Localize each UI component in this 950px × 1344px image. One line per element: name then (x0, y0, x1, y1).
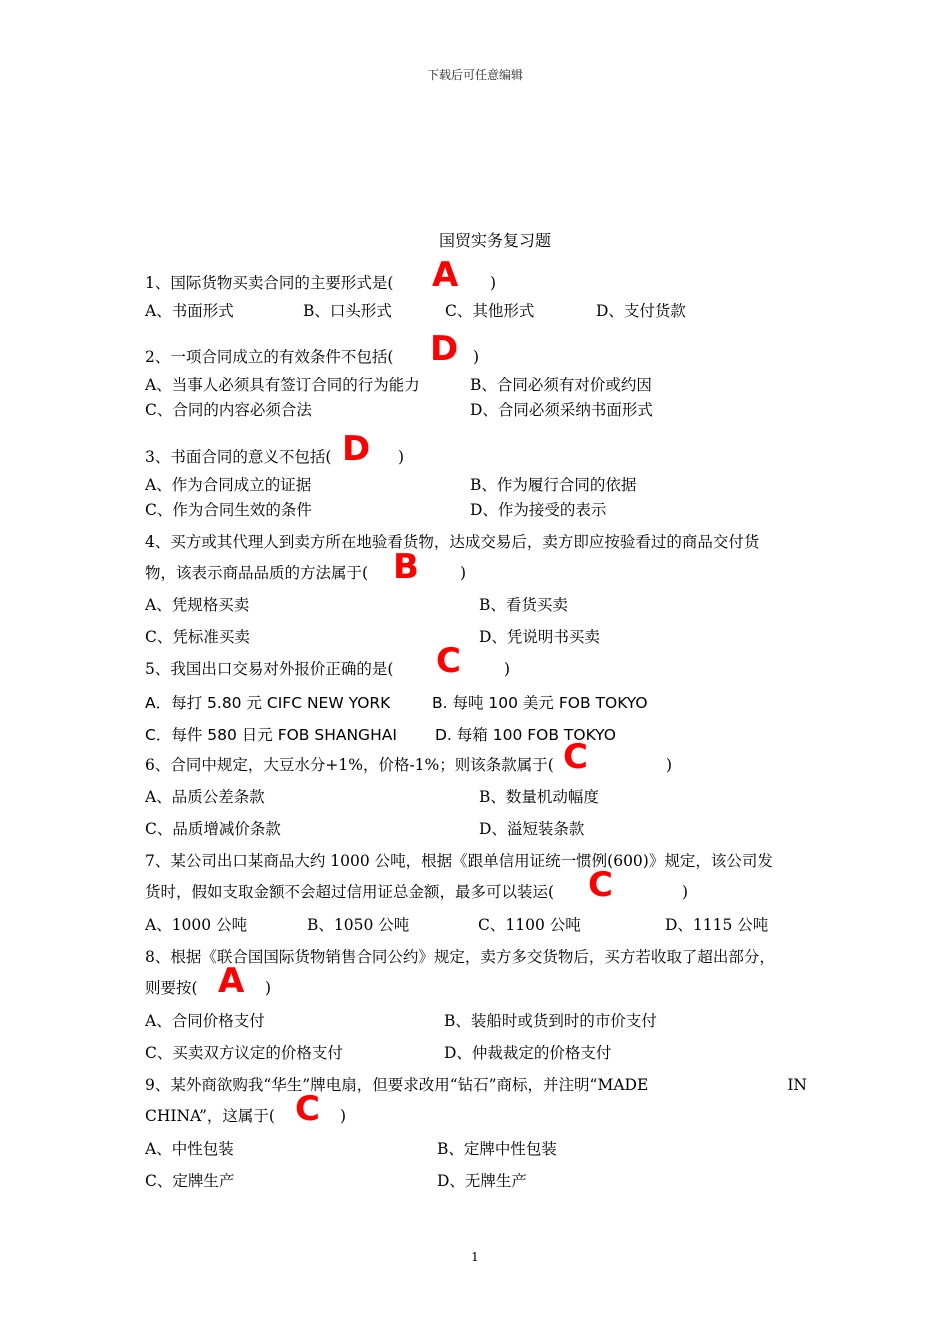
page-header: 下载后可任意编辑 (426, 68, 523, 82)
q1-stem: 1、国际货物买卖合同的主要形式是( (145, 274, 394, 292)
q4-answer: B (393, 547, 419, 587)
q7-option-b: B、1050 公吨 (307, 916, 410, 934)
q9-stem-line1-end: IN (787, 1076, 807, 1094)
q8-answer: A (218, 961, 245, 1001)
q1-option-d: D、支付货款 (596, 302, 686, 320)
q6-stem: 6、合同中规定，大豆水分+1%，价格-1%；则该条款属于( (145, 756, 554, 774)
q6-option-c: C、品质增减价条款 (145, 820, 281, 838)
q5-close-paren: ) (504, 660, 511, 678)
q4-option-b: B、看货买卖 (479, 596, 568, 614)
q8-option-a: A、合同价格支付 (145, 1012, 265, 1030)
q9-close-paren: ) (340, 1107, 347, 1125)
q3-option-a: A、作为合同成立的证据 (145, 476, 312, 494)
q9-option-c: C、定牌生产 (145, 1172, 235, 1190)
q5-option-d: D. 每箱 100 FOB TOKYO (435, 726, 617, 744)
q9-answer: C (295, 1089, 320, 1129)
q3-option-b: B、作为履行合同的依据 (470, 476, 637, 494)
q8-option-c: C、买卖双方议定的价格支付 (145, 1044, 343, 1062)
q6-option-b: B、数量机动幅度 (479, 788, 599, 806)
q3-stem: 3、书面合同的意义不包括( (145, 448, 332, 466)
q3-answer: D (342, 429, 371, 469)
page-number: 1 (471, 1250, 479, 1264)
q9-stem-line2: CHINA”，这属于( (145, 1107, 275, 1125)
q7-stem-line2: 货时，假如支取金额不会超过信用证总金额，最多可以装运( (145, 883, 555, 901)
q9-stem-line1-main: 9、某外商欲购我“华生”牌电扇，但要求改用“钻石”商标，并注明“MADE (145, 1076, 649, 1094)
q2-stem: 2、一项合同成立的有效条件不包括( (145, 348, 394, 366)
q5-option-a: A．每打 5.80 元 CIFC NEW YORK (145, 694, 391, 712)
q8-option-b: B、装船时或货到时的市价支付 (444, 1012, 657, 1030)
q7-option-d: D、1115 公吨 (665, 916, 769, 934)
q4-stem-line1: 4、买方或其代理人到卖方所在地验看货物，达成交易后，卖方即应按验看过的商品交付货 (145, 533, 760, 551)
q8-stem-line1: 8、根据《联合国国际货物销售合同公约》规定，卖方多交货物后，买方若收取了超出部分， (145, 948, 775, 966)
q7-option-a: A、1000 公吨 (145, 916, 248, 934)
q7-stem-line1: 7、某公司出口某商品大约 1000 公吨，根据《跟单信用证统一惯例(600)》规定，该公司发 (145, 852, 773, 870)
q9-option-a: A、中性包装 (145, 1140, 234, 1158)
q5-option-c: C．每件 580 日元 FOB SHANGHAI (145, 726, 397, 744)
q3-close-paren: ) (398, 448, 405, 466)
page-title: 国贸实务复习题 (438, 231, 551, 250)
q2-option-a: A、当事人必须具有签订合同的行为能力 (145, 376, 420, 394)
q2-option-b: B、合同必须有对价或约因 (470, 376, 652, 394)
q1-option-c: C、其他形式 (445, 302, 535, 320)
q4-option-d: D、凭说明书买卖 (479, 628, 600, 646)
q5-answer: C (436, 641, 461, 681)
q1-option-b: B、口头形式 (303, 302, 392, 320)
q6-answer: C (563, 737, 588, 777)
q9-option-b: B、定牌中性包装 (437, 1140, 557, 1158)
q6-close-paren: ) (666, 756, 673, 774)
q4-option-a: A、凭规格买卖 (145, 596, 250, 614)
q7-close-paren: ) (682, 883, 689, 901)
q2-close-paren: ) (473, 348, 480, 366)
q7-option-c: C、1100 公吨 (478, 916, 581, 934)
q7-answer: C (588, 865, 613, 905)
q3-option-d: D、作为接受的表示 (470, 501, 607, 519)
q4-close-paren: ) (460, 564, 467, 582)
q2-option-d: D、合同必须采纳书面形式 (470, 401, 653, 419)
q9-stem-line1 (145, 1075, 807, 1095)
q8-close-paren: ) (265, 979, 272, 997)
q1-close-paren: ) (490, 274, 497, 292)
q3-option-c: C、作为合同生效的条件 (145, 501, 312, 519)
q8-stem-line2: 则要按( (145, 979, 198, 997)
q5-option-b: B. 每吨 100 美元 FOB TOKYO (432, 694, 648, 712)
q6-option-d: D、溢短装条款 (479, 820, 585, 838)
q4-option-c: C、凭标准买卖 (145, 628, 250, 646)
q1-answer: A (432, 255, 459, 295)
q2-option-c: C、合同的内容必须合法 (145, 401, 312, 419)
q1-option-a: A、书面形式 (145, 302, 234, 320)
q4-stem-line2: 物，该表示商品品质的方法属于( (145, 564, 369, 582)
q9-option-d: D、无牌生产 (437, 1172, 527, 1190)
q6-option-a: A、品质公差条款 (145, 788, 265, 806)
q5-stem: 5、我国出口交易对外报价正确的是( (145, 660, 394, 678)
q8-option-d: D、仲裁裁定的价格支付 (444, 1044, 612, 1062)
q2-answer: D (430, 329, 459, 369)
